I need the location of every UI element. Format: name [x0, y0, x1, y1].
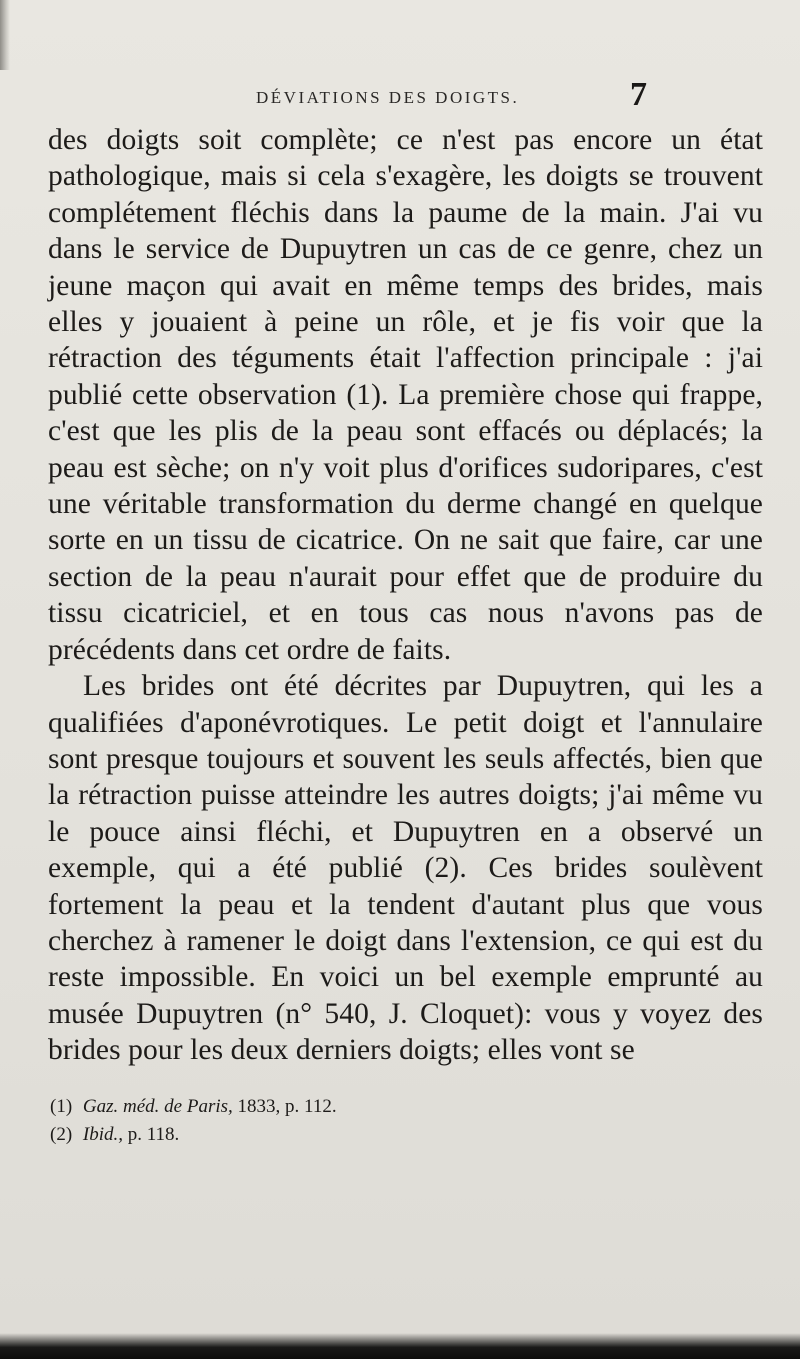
footnote-1-source: Gaz. méd. de Paris, [82, 1096, 233, 1117]
footnotes [50, 1093, 750, 1149]
footnote-1-mark: (1) [50, 1096, 73, 1117]
footnote-2 [50, 1121, 750, 1149]
main-text [48, 122, 763, 1069]
footnote-2-detail: p. 118. [127, 1124, 180, 1145]
page-number: 7 [630, 76, 647, 113]
page-edge-shadow [0, 0, 10, 70]
scan-bottom-shadow [0, 1333, 800, 1359]
paragraph-1: des doigts soit complète; ce n'est pas encore un état pathologique, mais si cela s'exagère, les doigts se trouvent complétement fléchis dans la paume de la main. J'ai vu dans le service de Dupuytren un cas de ce genre, chez un jeune maçon qui avait en même temps des brides, mais elles y jouaient à peine un rôle, et je fis voir que la rétraction des téguments était l'affection principale : j'ai publié cette observation (1). La première chose qui frappe, c'est que les plis de la peau sont effacés ou déplacés; la peau est sèche; on n'y voit plus d'orifices sudoripares, c'est une véritable transformation du derme changé en quelque sorte en un tissu de cicatrice. On ne sait que faire, car une section de la peau n'aurait pour effet que de produire du tissu cicatriciel, et en tous cas nous n'avons pas de précédents dans cet ordre de faits. [48, 124, 763, 666]
running-head: DÉVIATIONS DES DOIGTS. [256, 88, 520, 107]
footnote-2-source: Ibid., [82, 1124, 124, 1145]
footnote-2-mark: (2) [50, 1124, 73, 1145]
page-header [256, 76, 656, 113]
paragraph-2: Les brides ont été décrites par Dupuytren, qui les a qualifiées d'aponévrotiques. Le petit doigt et l'annulaire sont presque toujours et souvent les seuls affectés, bien que la rétraction puisse atteindre les autres doigts; j'ai même vu le pouce ainsi fléchi, et Dupuytren en a observé un exemple, qui a été publié (2). Ces brides soulèvent fortement la peau et la tendent d'autant plus que vous cherchez à ramener le doigt dans l'extension, ce qui est du reste impossible. En voici un bel exemple emprunté au musée Dupuytren (n° 540, J. Cloquet): vous y voyez des brides pour les deux derniers doigts; elles vont se [48, 670, 763, 1067]
footnote-1 [50, 1093, 750, 1121]
footnote-1-detail: 1833, p. 112. [237, 1096, 337, 1117]
